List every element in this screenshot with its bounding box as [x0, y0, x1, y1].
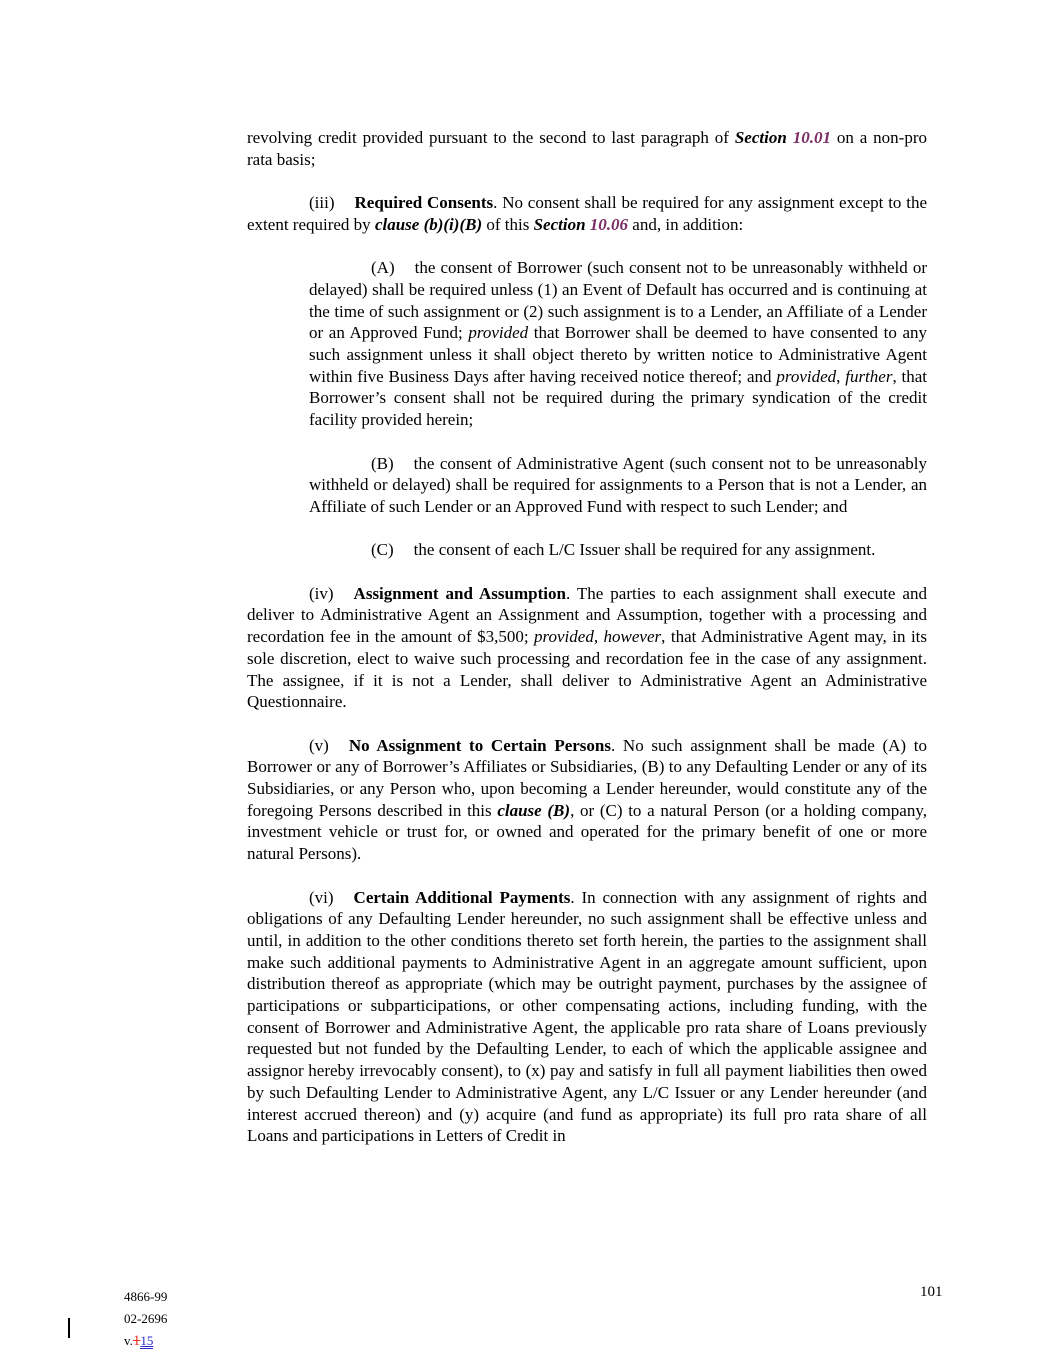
page-number: 101 — [920, 1284, 943, 1300]
text-segment: Assignment and Assumption — [353, 583, 566, 603]
text-segment: (A) — [371, 258, 395, 278]
text-segment: Required Consents — [354, 193, 494, 213]
paragraph-iii-B — [309, 453, 927, 518]
text-segment: (v) — [309, 735, 329, 755]
text-segment: Section — [533, 214, 590, 234]
paragraph-v — [247, 735, 927, 865]
paragraph-vi — [247, 887, 927, 1147]
text-segment: (iii) — [309, 193, 335, 213]
footer-doc-ids — [124, 1286, 167, 1352]
text-segment: No Assignment to Certain Persons — [348, 735, 611, 755]
text-segment: . No consent shall be required for any assignment except to the extent required by — [247, 193, 927, 234]
text-segment: (B) — [371, 453, 394, 473]
paragraph-iii-C — [309, 539, 927, 561]
text-segment: (vi) — [309, 887, 334, 907]
text-segment: Certain Additional Payments — [353, 887, 571, 907]
footer-doc-id-line2: 02-2696 — [124, 1311, 168, 1326]
paragraph-iii-A — [309, 257, 927, 431]
paragraph-iv — [247, 583, 927, 713]
text-segment: on a non-pro rata basis; — [247, 128, 927, 169]
text-segment: (iv) — [309, 583, 334, 603]
text-segment: (C) — [371, 540, 394, 560]
document-body — [247, 127, 927, 1169]
version-prefix: v. — [124, 1333, 133, 1348]
paragraph-continuation — [247, 127, 927, 170]
version-inserted: 15 — [140, 1333, 154, 1348]
text-segment: the consent of each L/C Issuer shall be required for any assignment. — [413, 540, 876, 560]
version-deleted: 1 — [132, 1333, 141, 1349]
text-segment: however — [603, 627, 662, 647]
paragraph-iii — [247, 192, 927, 235]
section-link[interactable]: 10.06 — [589, 214, 629, 234]
text-segment: Section — [734, 128, 793, 147]
text-segment: . In connection with any assignment of rights and obligations of any Defaulting Lender hereunder, no such assignment shall be effective unless and until, in addition to the other conditions thereto set forth herein, the parties to the assignment shall make such additional payments to Administrative Agent in an aggregate amount sufficient, upon distribution thereof as appropriate (which may be outright payment, purchases by the assignee of participations or subparticipations, or other compensating actions, including funding, with the consent of Borrower and Administrative Agent, the applicable pro rata share of Loans previously requested but not funded by the Defaulting Lender, to each of which the applicable assignee and assignor hereby irrevocably consent), to (x) pay and satisfy in full all payment liabilities then owed by such Defaulting Lender to Administrative Agent, any L/C Issuer or any Lender hereunder (and interest accrued thereon) and (y) acquire (and fund as appropriate) its full pro rata share of all Loans and participations in Letters of Credit in — [247, 887, 928, 1146]
text-segment: the consent of Administrative Agent (such consent not to be unreasonably withheld or delayed) shall be required for assignments to a Person that is not a Lender, an Affiliate of such Lender or an Approved Fund with respect to such Lender; and — [309, 453, 927, 516]
text-segment: that Borrower shall be deemed to have consented to any such assignment unless it shall object thereto by written notice to Administrative Agent within five Business Days after having received notice thereof; and — [309, 323, 927, 386]
section-link[interactable]: 10.01 — [792, 128, 831, 147]
revision-change-bar — [68, 1318, 70, 1338]
text-segment: . The parties to each assignment shall execute and deliver to Administrative Agent an Assignment and Assumption, together with a processing and recordation fee in the amount of $3,500; — [247, 583, 927, 647]
text-segment: , — [836, 366, 846, 386]
text-segment: clause (b)(i)(B) — [374, 214, 483, 234]
text-segment: , — [593, 627, 604, 647]
text-segment: and, in addition: — [628, 214, 744, 234]
text-segment: of this — [482, 214, 534, 234]
text-segment: provided — [534, 627, 594, 647]
text-segment: , that Borrower’s consent shall not be required during the primary syndication of the credit facility provided herein; — [309, 366, 928, 430]
text-segment: , or (C) to a natural Person (or a holding company, investment vehicle or trust for, or owned and operated for the primary benefit of one or more natural Persons). — [247, 800, 927, 864]
text-segment: the consent of Borrower (such consent not to be unreasonably withheld or delayed) shall be required unless (1) an Event of Default has occurred and is continuing at the time of such assignment or (2) such assignment is to a Lender, an Affiliate of a Lender or an Approved Fund; — [309, 258, 927, 343]
text-segment: provided — [468, 323, 529, 343]
footer-version-line — [124, 1330, 167, 1352]
footer-doc-id-line1: 4866-99 — [124, 1289, 168, 1304]
text-segment: further — [845, 366, 893, 386]
text-segment: , that Administrative Agent may, in its sole discretion, elect to waive such processing and recordation fee in the case of any assignment. The assignee, if it is not a Lender, shall deliver to Administrative Agent an Administrative Questionnaire. — [247, 627, 928, 712]
text-segment: provided — [776, 366, 837, 386]
text-segment: clause (B) — [497, 800, 571, 820]
text-segment: . No such assignment shall be made (A) to Borrower or any of Borrower’s Affiliates or Subsidiaries, (B) to any Defaulting Lender or any of its Subsidiaries, or any Person who, upon becoming a Lender hereunder, would constitute any of the foregoing Persons described in this — [247, 735, 927, 820]
text-segment: revolving credit provided pursuant to the second to last paragraph of — [247, 128, 735, 147]
